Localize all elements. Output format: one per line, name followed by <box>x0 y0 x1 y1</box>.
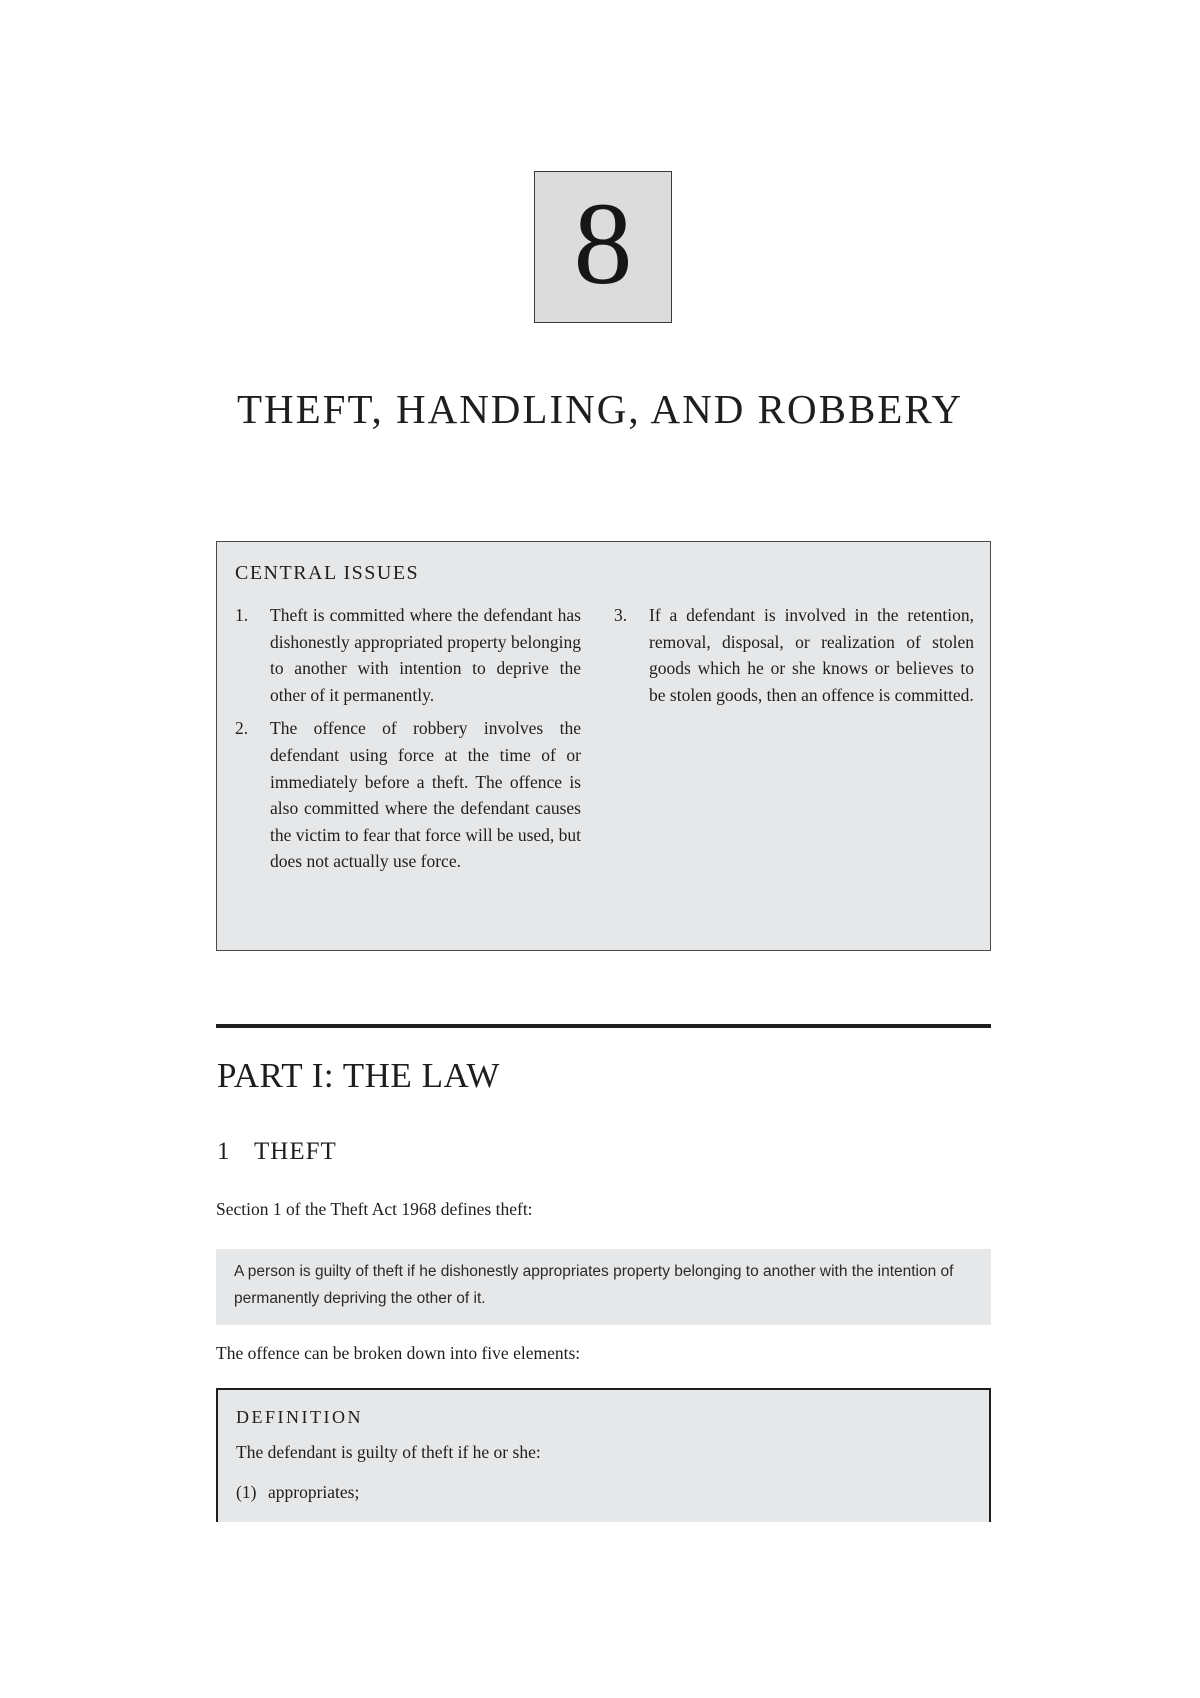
intro-paragraph: Section 1 of the Theft Act 1968 defines theft: <box>216 1199 533 1219</box>
central-issue-text: Theft is committed where the defendant has dishonestly appropriated property belonging to another with intention to deprive the other of it permanently. <box>270 605 581 705</box>
section-heading <box>217 1138 337 1166</box>
chapter-number-box <box>534 171 672 323</box>
central-issue-item <box>614 602 974 708</box>
central-issues-box <box>216 541 991 951</box>
part-title: THE LAW <box>342 1056 500 1095</box>
part-label: PART I: <box>217 1056 335 1095</box>
definition-item-text: appropriates; <box>268 1482 360 1502</box>
central-issue-number: 1. <box>235 605 249 625</box>
definition-item <box>236 1482 359 1503</box>
central-issues-heading: CENTRAL ISSUES <box>235 562 420 584</box>
part-divider-rule <box>216 1024 991 1028</box>
definition-list <box>236 1482 359 1503</box>
central-issue-number: 2. <box>235 718 249 739</box>
statute-quote-text: A person is guilty of theft if he dishonestly appropriates property belonging to another with the intention of permanently depriving the other of it. <box>234 1263 954 1307</box>
chapter-number: 8 <box>573 178 633 309</box>
section-title: THEFT <box>254 1138 337 1165</box>
elements-intro-paragraph: The offence can be broken down into five elements: <box>216 1343 581 1363</box>
definition-heading: DEFINITION <box>236 1407 363 1427</box>
central-issues-right-column <box>614 602 974 715</box>
part-heading <box>217 1056 500 1096</box>
statute-quote-box <box>216 1249 991 1325</box>
chapter-title: THEFT, HANDLING, AND ROBBERY <box>236 386 964 432</box>
definition-item-number: (1) <box>236 1482 257 1502</box>
central-issue-item <box>235 715 581 875</box>
central-issue-number: 3. <box>614 605 628 625</box>
section-number: 1 <box>217 1138 231 1165</box>
central-issue-text: The offence of robbery involves the defendant using force at the time of or immediately before a theft. The offence is also committed where the defendant causes the victim to fear that force will be used, but does not actually use force. <box>270 718 582 872</box>
definition-box <box>216 1388 991 1522</box>
definition-intro: The defendant is guilty of theft if he or she: <box>236 1442 541 1462</box>
central-issue-item <box>235 602 581 708</box>
central-issues-left-column <box>235 602 581 882</box>
central-issue-text: If a defendant is involved in the retention, removal, disposal, or realization of stolen goods which he or she knows or believes to be stolen goods, then an offence is committed. <box>649 605 974 705</box>
